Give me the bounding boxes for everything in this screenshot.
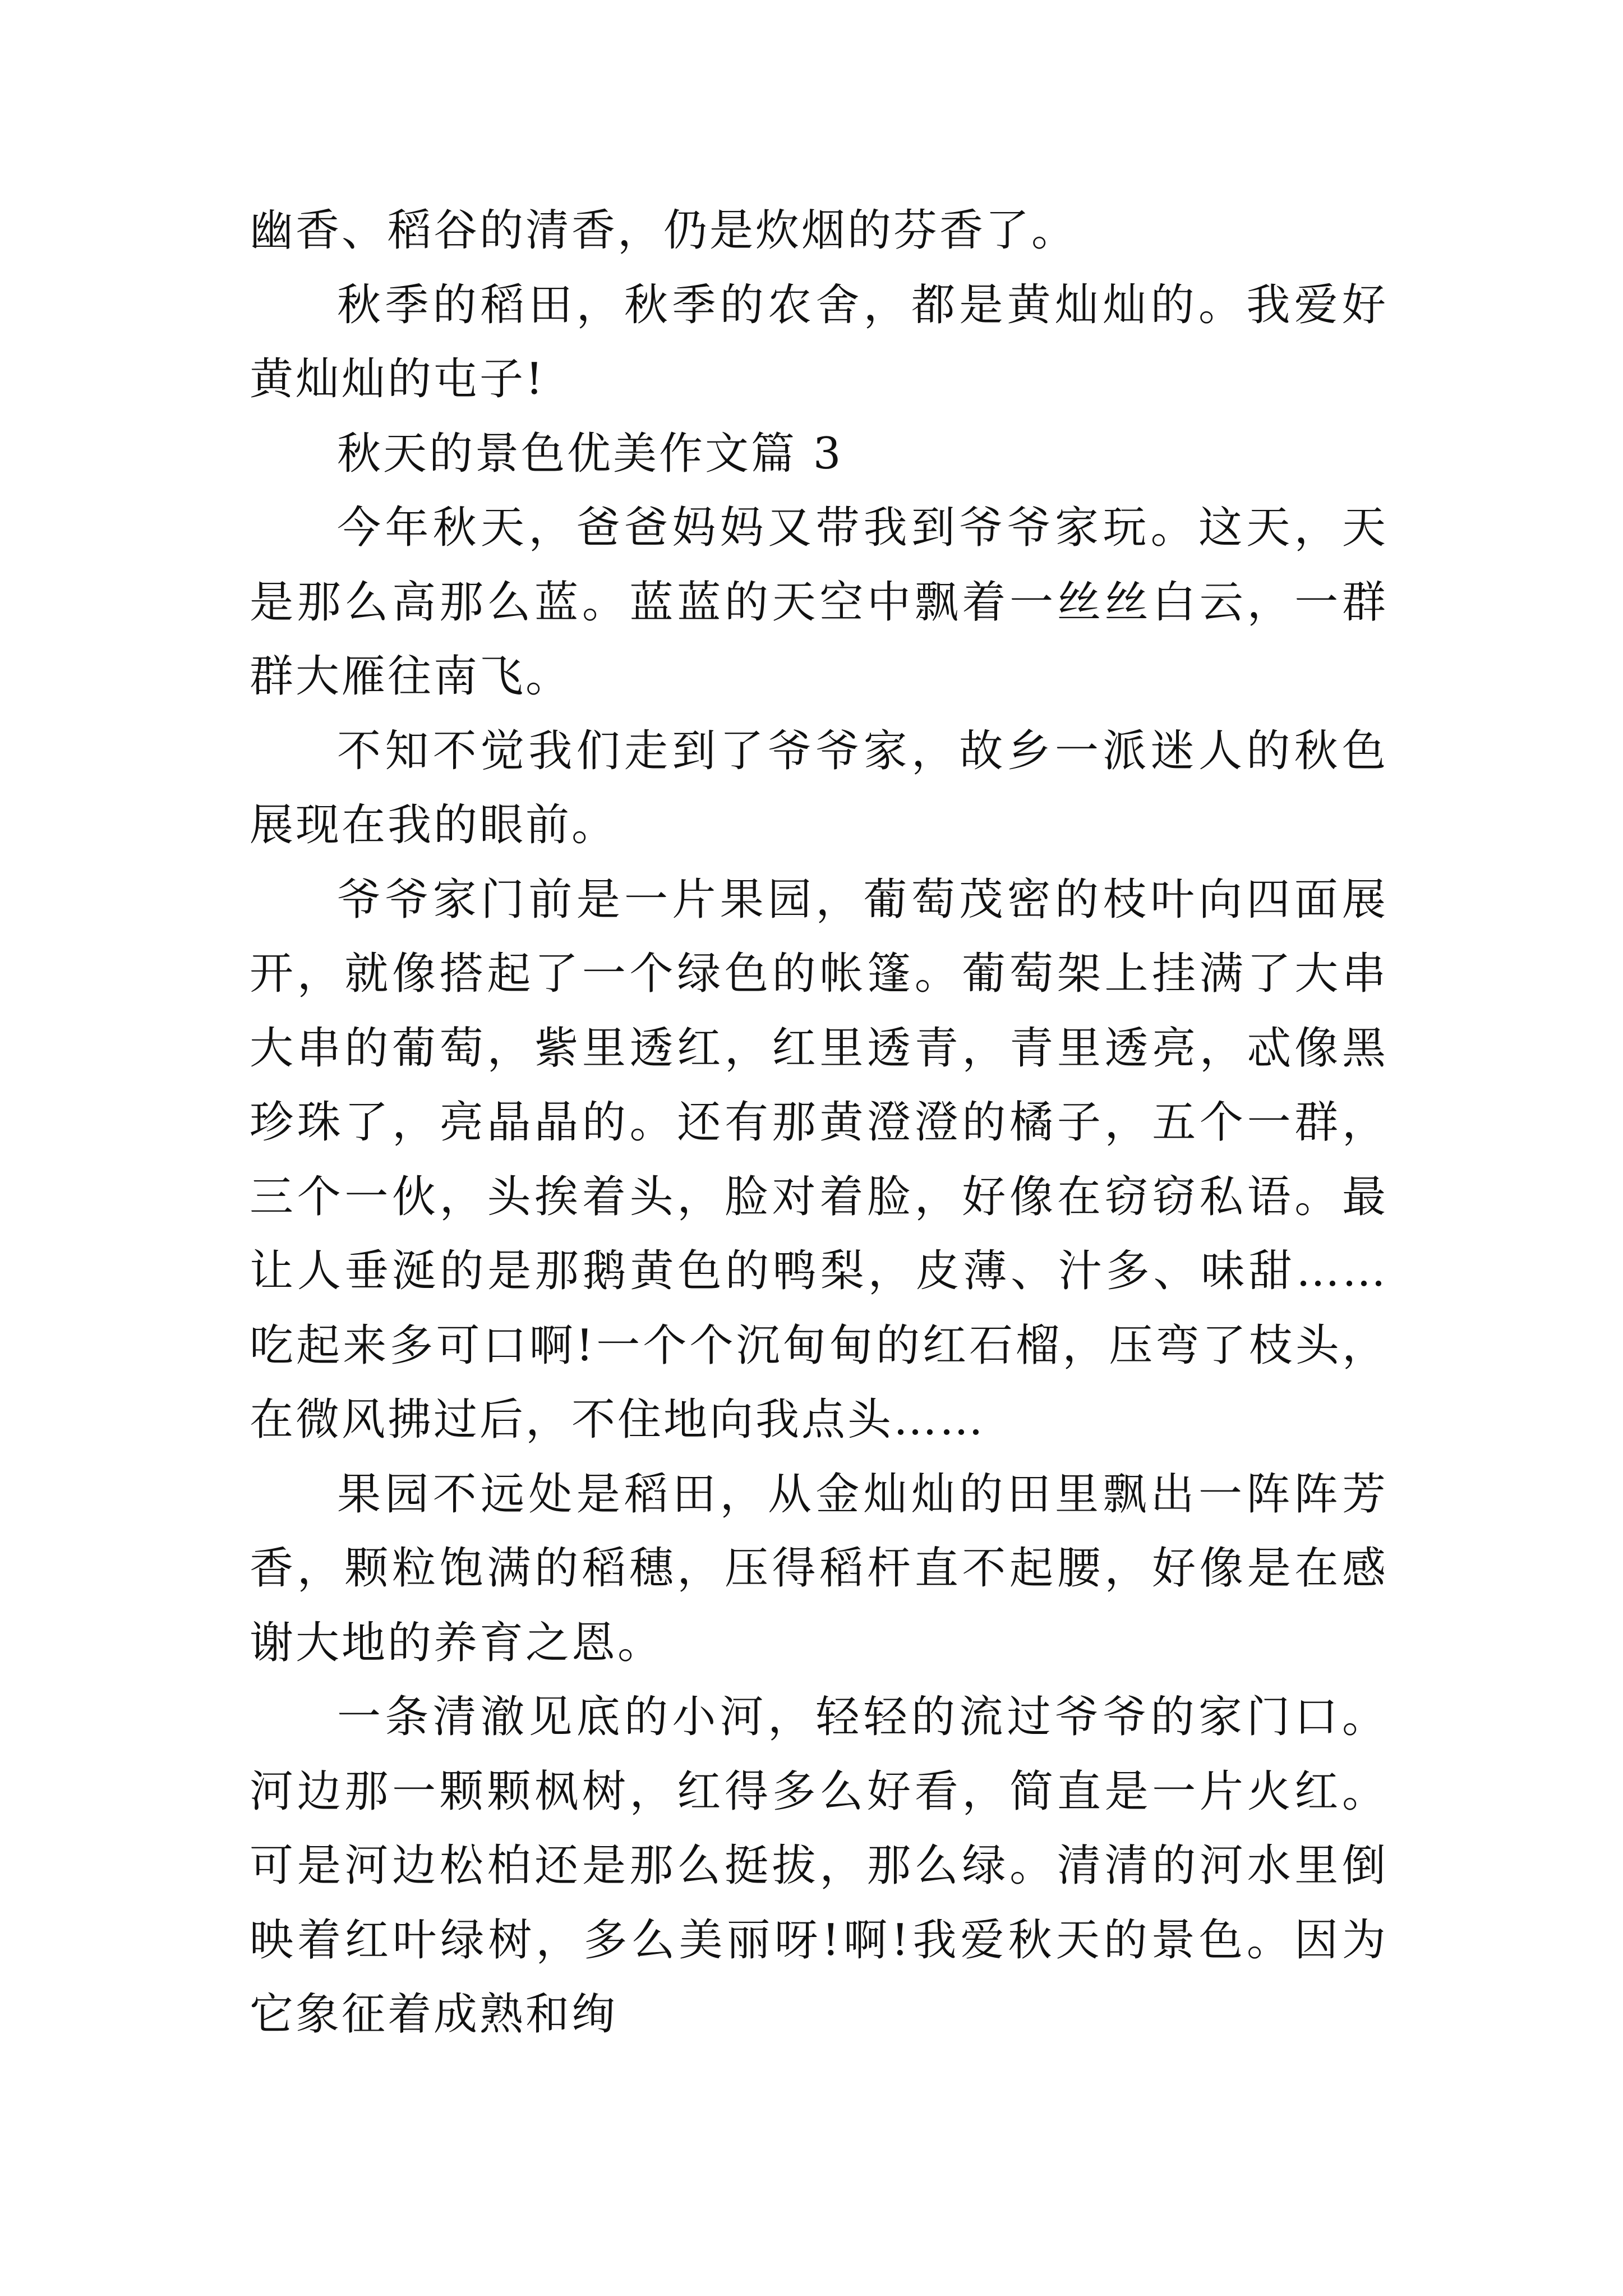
section-heading: 秋天的景色优美作文篇 3 xyxy=(337,428,843,479)
paragraph-6: 爷爷家门前是一片果园，葡萄茂密的枝叶向四面展开，就像搭起了一个绿色的帐篷。葡萄架上挂满了大串大串的葡萄，紫里透红，红里透青，青里透亮，忒像黑珍珠了，亮晶晶的。还有那黄澄澄的橘子，五个一群，三个一伙，头挨着头，脸对着脸，好像在窃窃私语。最让人垂涎的是那鹅黄色的鸭梨，皮薄、汁多、味甜……吃起来多可口啊!一个个沉甸甸的红石榴，压弯了枝头，在微风拂过后，不住地向我点头…… xyxy=(250,874,1388,1445)
paragraph-5: 不知不觉我们走到了爷爷家，故乡一派迷人的秋色展现在我的眼前。 xyxy=(250,725,1388,850)
paragraph-4: 今年秋天，爸爸妈妈又带我到爷爷家玩。这天，天是那么高那么蓝。蓝蓝的天空中飘着一丝丝白云，一群群大雁往南飞。 xyxy=(250,503,1388,702)
paragraph-1: 幽香、稻谷的清香，仍是炊烟的芬香了。 xyxy=(250,205,1078,256)
document-body xyxy=(250,194,1388,2052)
paragraph-8: 一条清澈见底的小河，轻轻的流过爷爷的家门口。河边那一颗颗枫树，红得多么好看，简直是一片火红。可是河边松柏还是那么挺拔，那么绿。清清的河水里倒映着红叶绿树，多么美丽呀!啊!我爱秋天的景色。因为它象征着成熟和绚 xyxy=(250,1692,1388,2040)
paragraph-7: 果园不远处是稻田，从金灿灿的田里飘出一阵阵芳香，颗粒饱满的稻穗，压得稻杆直不起腰，好像是在感谢大地的养育之恩。 xyxy=(250,1469,1388,1668)
paragraph-2: 秋季的稻田，秋季的农舍，都是黄灿灿的。我爱好黄灿灿的屯子! xyxy=(250,279,1388,404)
